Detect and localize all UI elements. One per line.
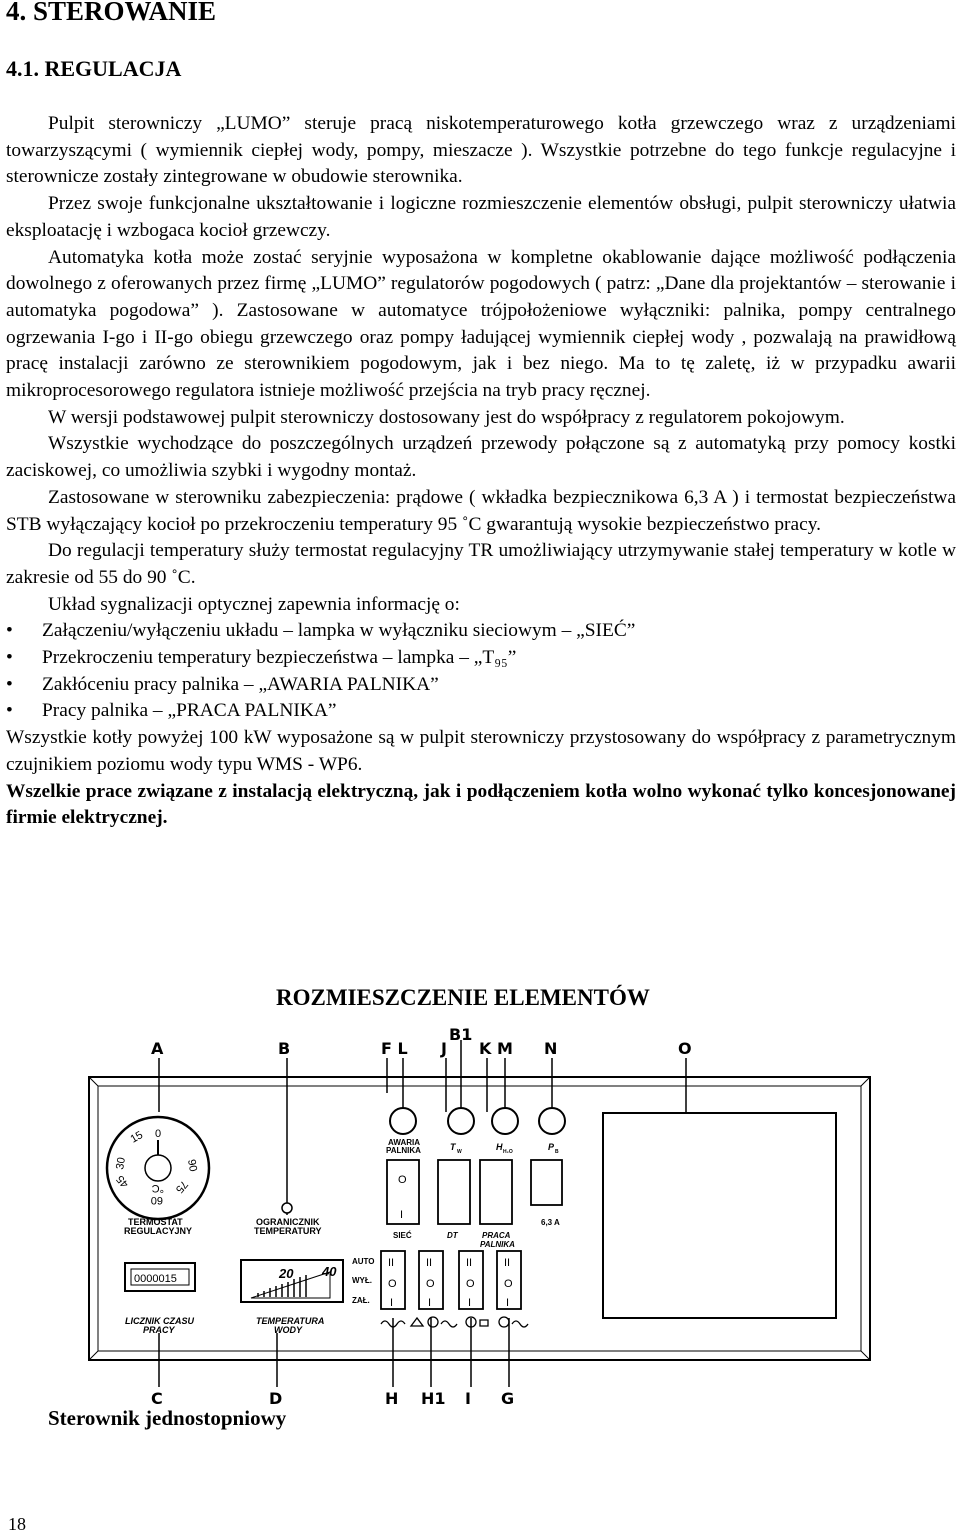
letter-fl: F L: [381, 1039, 408, 1058]
rocker-o: O: [388, 1278, 397, 1290]
label-ogranicznik: OGRANICZNIK: [256, 1217, 320, 1227]
hour-counter: [125, 1263, 195, 1291]
mode-label-auto: AUTO: [352, 1257, 375, 1266]
water-temperature-gauge: [241, 1260, 343, 1302]
letter-n: N: [544, 1039, 558, 1058]
label-awaria: PALNIKA: [386, 1146, 421, 1155]
letter-j: J: [441, 1039, 447, 1058]
fuse-holder[interactable]: [531, 1160, 562, 1205]
label-licznik: PRACY: [143, 1325, 175, 1335]
diagram-title: ROZMIESZCZENIE ELEMENTÓW: [276, 985, 650, 1010]
label-dt: DT: [447, 1231, 458, 1240]
counter-value: 0000015: [134, 1273, 177, 1285]
label-pb: P: [548, 1142, 555, 1152]
dial-number: 90: [185, 1158, 199, 1173]
list-item: • Przekroczeniu temperatury bezpieczeństwa – lampka – „T₉₅”: [6, 645, 956, 672]
paragraph: Pulpit sterowniczy „LUMO” steruje pracą niskotemperaturowego kotła grzewczego wraz z urządzeniami towarzyszącymi ( wymiennik ciepłej wody, pompy, mieszacze ). Wszystkie potrzebne do tego funkcje regulacyjne i sterownicze zostały zintegrowane w obudowie sterownika.: [6, 113, 956, 188]
rocker-o: O: [426, 1278, 435, 1290]
rocker-markings: [388, 1257, 513, 1309]
letter-b1: B1: [449, 1025, 473, 1044]
subsection-heading: 4.1. REGULACJA: [6, 56, 182, 81]
letter-b: B: [278, 1039, 291, 1058]
rocker-ii: II: [504, 1257, 511, 1269]
hho-lamp: [492, 1108, 518, 1134]
pump-icon: [411, 1318, 423, 1326]
section-heading: 4. STEROWANIE: [6, 0, 217, 26]
mode-label-off: WYŁ.: [352, 1276, 372, 1285]
switch-o-label: O: [398, 1174, 407, 1186]
dial-number: 0: [155, 1128, 162, 1140]
label-temp-wody: TEMPERATURA: [256, 1316, 325, 1326]
paragraph: W wersji podstawowej pulpit sterowniczy dostosowany jest do współpracy z regulatorem pokojowym.: [48, 406, 845, 428]
letter-a: A: [151, 1039, 164, 1058]
pump-icon: [499, 1317, 509, 1327]
label-termostat: REGULACYJNY: [124, 1226, 193, 1236]
label-fuse: 6,3 A: [541, 1218, 560, 1227]
list-item: • Pracy palnika – „PRACA PALNIKA”: [6, 698, 956, 725]
list-item: • Zakłóceniu pracy palnika – „AWARIA PALNIKA”: [6, 672, 956, 699]
wave-icon: [512, 1321, 528, 1327]
letter-i: I: [465, 1389, 471, 1408]
diagram-caption: Sterownik jednostopniowy: [48, 1406, 287, 1430]
label-temp-wody: WODY: [274, 1325, 302, 1335]
label-hho: H: [496, 1142, 503, 1152]
rocker-o: O: [504, 1278, 513, 1290]
paragraph: Wszystkie kotły powyżej 100 kW wyposażone są w pulpit sterowniczy przystosowany do współpracy z parametrycznym czujnikiem poziomu wody typu WMS - WP6.: [6, 727, 956, 775]
label-pb-sub: B: [555, 1149, 559, 1155]
pump-icon: [428, 1317, 438, 1327]
rocker-o: O: [466, 1278, 475, 1290]
page-number: 18: [8, 1514, 26, 1534]
dial-number: 30: [114, 1156, 129, 1171]
thermostat-dial[interactable]: [107, 1117, 209, 1219]
warning-paragraph: Wszelkie prace związane z instalacją elektryczną, jak i podłączeniem kotła wolno wykonać tylko koncesjonowanej firmie elektrycznej.: [6, 780, 956, 829]
letter-d: D: [269, 1389, 283, 1408]
dial-number: 60: [150, 1194, 163, 1206]
letter-c: C: [151, 1389, 163, 1408]
label-praca: PRACA: [482, 1231, 511, 1240]
label-ogranicznik: TEMPERATURY: [254, 1226, 322, 1236]
label-tw-sub: W: [457, 1149, 462, 1155]
pb-lamp: [539, 1108, 565, 1134]
gauge-mark-20: 20: [279, 1266, 294, 1281]
rocker-i: I: [506, 1297, 510, 1309]
rocker-i: I: [428, 1297, 432, 1309]
letter-g: G: [501, 1389, 515, 1408]
dt-switch[interactable]: [438, 1160, 470, 1224]
paragraph: Wszystkie wychodzące do poszczególnych urządzeń przewody połączone są z automatyką przy pomocy kostki zaciskowej, co umożliwia szybki i wygodny montaż.: [6, 433, 956, 482]
label-hho-sub: H₂O: [503, 1149, 513, 1155]
rocker-i: I: [390, 1297, 394, 1309]
rocker-i: I: [468, 1297, 472, 1309]
paragraph: Do regulacji temperatury służy termostat regulacyjny TR umożliwiający utrzymywanie stałej temperatury w kotle w zakresie od 55 do 90 ˚C.: [6, 540, 956, 588]
label-praca: PALNIKA: [480, 1240, 515, 1249]
paragraph: Zastosowane w sterowniku zabezpieczenia: prądowe ( wkładka bezpiecznikowa 6,3 A ) i termostat bezpieczeństwa STB wyłączający kocioł po przekroczeniu temperatury 95 ˚C gwarantują wysokie bezpieczeństwo pracy.: [6, 486, 956, 535]
weather-controller-slot: [603, 1113, 836, 1318]
dial-unit: °C: [151, 1182, 164, 1194]
dial-number: 75: [172, 1178, 190, 1196]
tank-icon: [480, 1320, 488, 1326]
list-item: • Załączeniu/wyłączeniu układu – lampka w wyłączniku sieciowym – „SIEĆ”: [6, 618, 956, 645]
tw-lamp: [448, 1108, 474, 1134]
paragraph: Przez swoje funkcjonalne ukształtowanie i logiczne rozmieszczenie elementów obsługi, pulpit sterowniczy ułatwia eksploatację i wzbogaca kocioł grzewczy.: [6, 193, 956, 241]
letter-o: O: [678, 1039, 692, 1058]
limiter-reset-button[interactable]: [282, 1203, 292, 1213]
rocker-ii: II: [426, 1257, 433, 1269]
label-awaria: AWARIA: [388, 1138, 420, 1147]
label-siec: SIEĆ: [393, 1231, 412, 1240]
burner-run-indicator[interactable]: [480, 1160, 512, 1224]
letter-h1: H1: [421, 1389, 446, 1408]
wave-icon: [441, 1321, 457, 1327]
mode-label-on: ZAŁ.: [352, 1296, 370, 1305]
label-termostat: TERMOSTAT: [128, 1217, 183, 1227]
label-tw: T: [450, 1142, 456, 1152]
burner-fault-lamp: [390, 1108, 416, 1134]
switch-i-label: I: [400, 1209, 404, 1221]
dial-number: 15: [128, 1129, 146, 1146]
function-symbols: [381, 1317, 528, 1327]
dial-number: 45: [114, 1172, 132, 1190]
paragraph: Układ sygnalizacji optycznej zapewnia informację o:: [48, 593, 460, 615]
paragraph: Automatyka kotła może zostać seryjnie wyposażona w kompletne okablowanie dające możliwość podłączenia dowolnego z oferowanych przez firmę „LUMO” regulatorów pogodowych ( patrz: „Dane dla projektantów – sterowanie i automatyka pogodowa” ). Zastosowane w automatyce trójpołożeniowe wyłączniki: palnika, pompy centralnego ogrzewania I-go i II-go obiegu grzewczego oraz pompy ładującej wymiennik ciepłej wody , pozwalają na prawidłową pracę instalacji zarówno ze sterownikiem pogodowym, jak i bez niego. Ma to tę zaletę, iż w przypadku awarii mikroprocesorowego regulatora istnieje możliwość przejścia na tryb pracy ręcznej.: [6, 246, 956, 402]
label-licznik: LICZNIK CZASU: [125, 1316, 194, 1326]
letter-h: H: [385, 1389, 399, 1408]
rocker-ii: II: [388, 1257, 395, 1269]
letter-km: K M: [479, 1039, 513, 1058]
gauge-mark-40: 40: [322, 1264, 337, 1279]
rocker-ii: II: [466, 1257, 473, 1269]
